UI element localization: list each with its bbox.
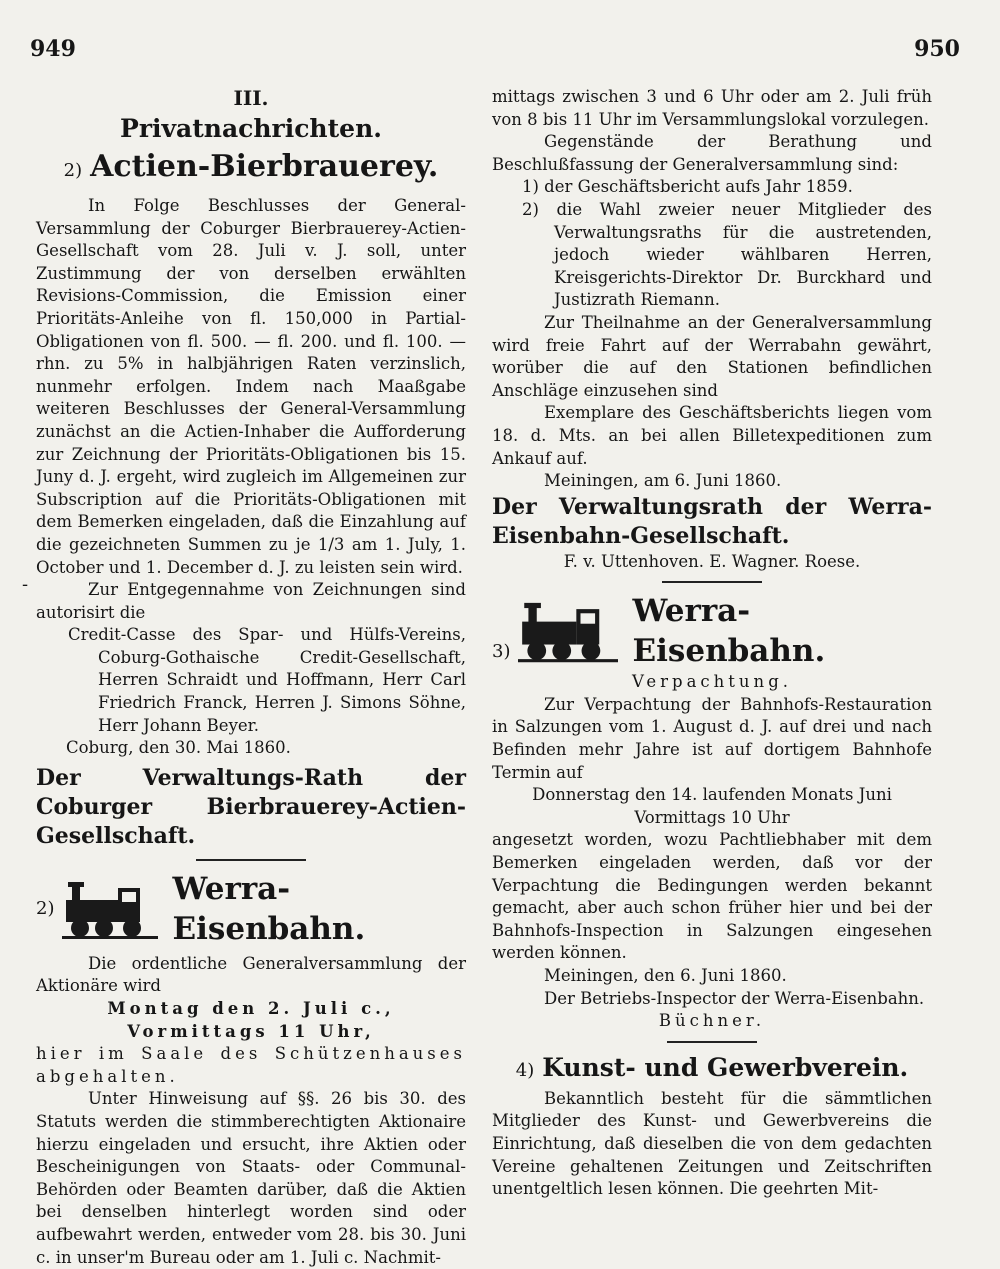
item2b-body-2: Unter Hinweisung auf §§. 26 bis 30. des Statuts werden die stimmberechtigten Aktionaire hierzu eingeladen und ersucht, ihre Aktien oder Bescheinigungen von Staats- oder Communal-Behörden oder Beamten darüber, daß die Aktien bei denselben hinterlegt worden sind oder aufbewahrt werden, entweder vom 28. bis 30. Juni c. in unser'm Bureau oder am 1. Juli c. Nachmit- <box>36 1089 466 1267</box>
agenda-item-1: 1) der Geschäftsbericht aufs Jahr 1859. <box>522 177 853 197</box>
item2-body-1: In Folge Beschlusses der General-Versammlung der Coburger Bierbrauerey-Actien-Gesellschaft vom 28. Juli v. J. soll, unter Zustimmung der von derselben erwählten Revisions-Commission, die Emission einer Prioritäts-Anleihe von fl. 150,000 in Partial-Obligationen von fl. 500. — fl. 200. und fl. 100. — rhn. zu 5% in halbjährigen Raten verzinslich, nunmehr erfolgen. Indem nach Maaßgabe weiteren Beschlusses der General-Versammlung zunächst an die Actien-Inhaber die Aufforderung zur Zeichnung der Prioritäts-Obligationen bis 15. Juny d. J. ergeht, wird zugleich im Allgemeinen zur Subscription auf die Prioritäts-Obligationen mit dem Bemerken eingeladen, daß die Einzahlung auf die gezeichneten Summen zu je 1/3 am 1. July, 1. October und 1. December d. J. zu leisten sein wird. <box>36 196 466 577</box>
left-column <box>36 84 466 1269</box>
item2-number: 2) <box>63 160 83 181</box>
right-signers: F. v. Uttenhoven. E. Wagner. Roese. <box>563 551 861 571</box>
page-number-right: 950 <box>914 36 960 62</box>
divider-rule <box>662 581 762 583</box>
item2-place-date: Coburg, den 30. Mai 1860. <box>66 738 291 758</box>
item2b-date-line: Montag den 2. Juli c., Vormittags 11 Uhr, <box>107 999 395 1041</box>
section-title: Privatnachrichten. <box>120 114 382 143</box>
right-signature: Der Verwaltungsrath der Werra-Eisenbahn-Gesellschaft. <box>492 493 932 549</box>
agenda-item-2: 2) die Wahl zweier neuer Mitglieder des Verwaltungsraths für die austretenden, jedoch wieder wählbaren Herren, Kreisgerichts-Direktor Dr. Burckhard und Justizrath Riemann. <box>522 199 932 310</box>
item4-heading <box>492 1051 932 1088</box>
item2b-body-1: Die ordentliche Generalversammlung der Aktionäre wird <box>36 953 466 996</box>
item3-official: Der Betriebs-Inspector der Werra-Eisenbahn. <box>544 988 925 1008</box>
right-column <box>492 86 932 1201</box>
item3-number: 3) <box>492 640 511 662</box>
item3-date-line-2: Vormittags 10 Uhr <box>634 807 790 827</box>
section-number: III. <box>233 86 269 110</box>
item4-number: 4) <box>515 1059 535 1081</box>
item3-date-line-1: Donnerstag den 14. laufenden Monats Juni <box>532 785 892 805</box>
item3-title: Werra-Eisenbahn. <box>632 593 826 670</box>
locomotive-icon <box>62 878 158 940</box>
page-number-left: 949 <box>30 36 76 62</box>
item3-place-date: Meiningen, den 6. Juni 1860. <box>544 966 787 985</box>
divider-rule <box>667 1041 757 1043</box>
item2b-number: 2) <box>36 897 55 919</box>
item4-title: Kunst- und Gewerbverein. <box>542 1052 909 1082</box>
agenda-intro: Gegenstände der Berathung und Beschlußfassung der Generalversammlung sind: <box>492 132 932 174</box>
item2-title: Actien-Bierbrauerey. <box>90 149 439 184</box>
item2-body-3: Credit-Casse des Spar- und Hülfs-Vereins, Coburg-Gothaische Credit-Gesellschaft, Herren Schraidt und Hoffmann, Herr Carl Friedrich Franck, Herren J. Simons Söhne, Herr Johann Beyer. <box>68 625 466 735</box>
item2b-place-line: hier im Saale des Schützenhauses abgehalten. <box>36 1044 466 1086</box>
right-para-2: Zur Theilnahme an der Generalversammlung wird freie Fahrt auf der Werrabahn gewährt, worüber die auf den Stationen befindlichen Anschläge einzusehen sind <box>492 312 932 400</box>
item3-name: Büchner. <box>658 1011 766 1031</box>
item3-body-1: Zur Verpachtung der Bahnhofs-Restauration in Salzungen vom 1. August d. J. auf drei und nach Befinden mehr Jahre ist auf dortigem Bahnhofe Termin auf <box>492 694 932 782</box>
item3-heading <box>492 591 932 671</box>
right-place-date: Meiningen, am 6. Juni 1860. <box>544 471 782 491</box>
item2-signature: Der Verwaltungs-Rath der Coburger Bierbrauerey-Actien-Gesellschaft. <box>36 764 466 849</box>
right-para-3: Exemplare des Geschäftsberichts liegen vom 18. d. Mts. an bei allen Billetexpeditionen zum Ankauf auf. <box>492 403 932 468</box>
item3-body-2: angesetzt worden, wozu Pachtliebhaber mit dem Bemerken eingeladen werden, daß vor der Verpachtung die Bedingungen werden bekannt gemacht, aber auch schon früher hier und bei der Bahnhofs-Inspection in Salzungen eingesehen werden können. <box>492 830 932 963</box>
divider-rule <box>196 859 306 861</box>
fold-mark: - <box>22 574 29 595</box>
item3-subtitle: Verpachtung. <box>631 672 792 692</box>
item2b-title: Werra-Eisenbahn. <box>172 870 366 947</box>
item2-heading <box>36 147 466 191</box>
cont-text: mittags zwischen 3 und 6 Uhr oder am 2. Juli früh von 8 bis 11 Uhr im Versammlungslokal vorzulegen. <box>492 87 932 129</box>
item2b-heading <box>36 869 466 949</box>
locomotive-icon <box>518 598 618 664</box>
item2-body-2: Zur Entgegennahme von Zeichnungen sind autorisirt die <box>36 580 466 622</box>
item4-body: Bekanntlich besteht für die sämmtlichen Mitglieder des Kunst- und Gewerbvereins die Einrichtung, daß dieselben die von dem gedachten Vereine gehaltenen Zeitungen und Zeitschriften unentgeltlich lesen können. Die geehrten Mit- <box>492 1088 932 1199</box>
